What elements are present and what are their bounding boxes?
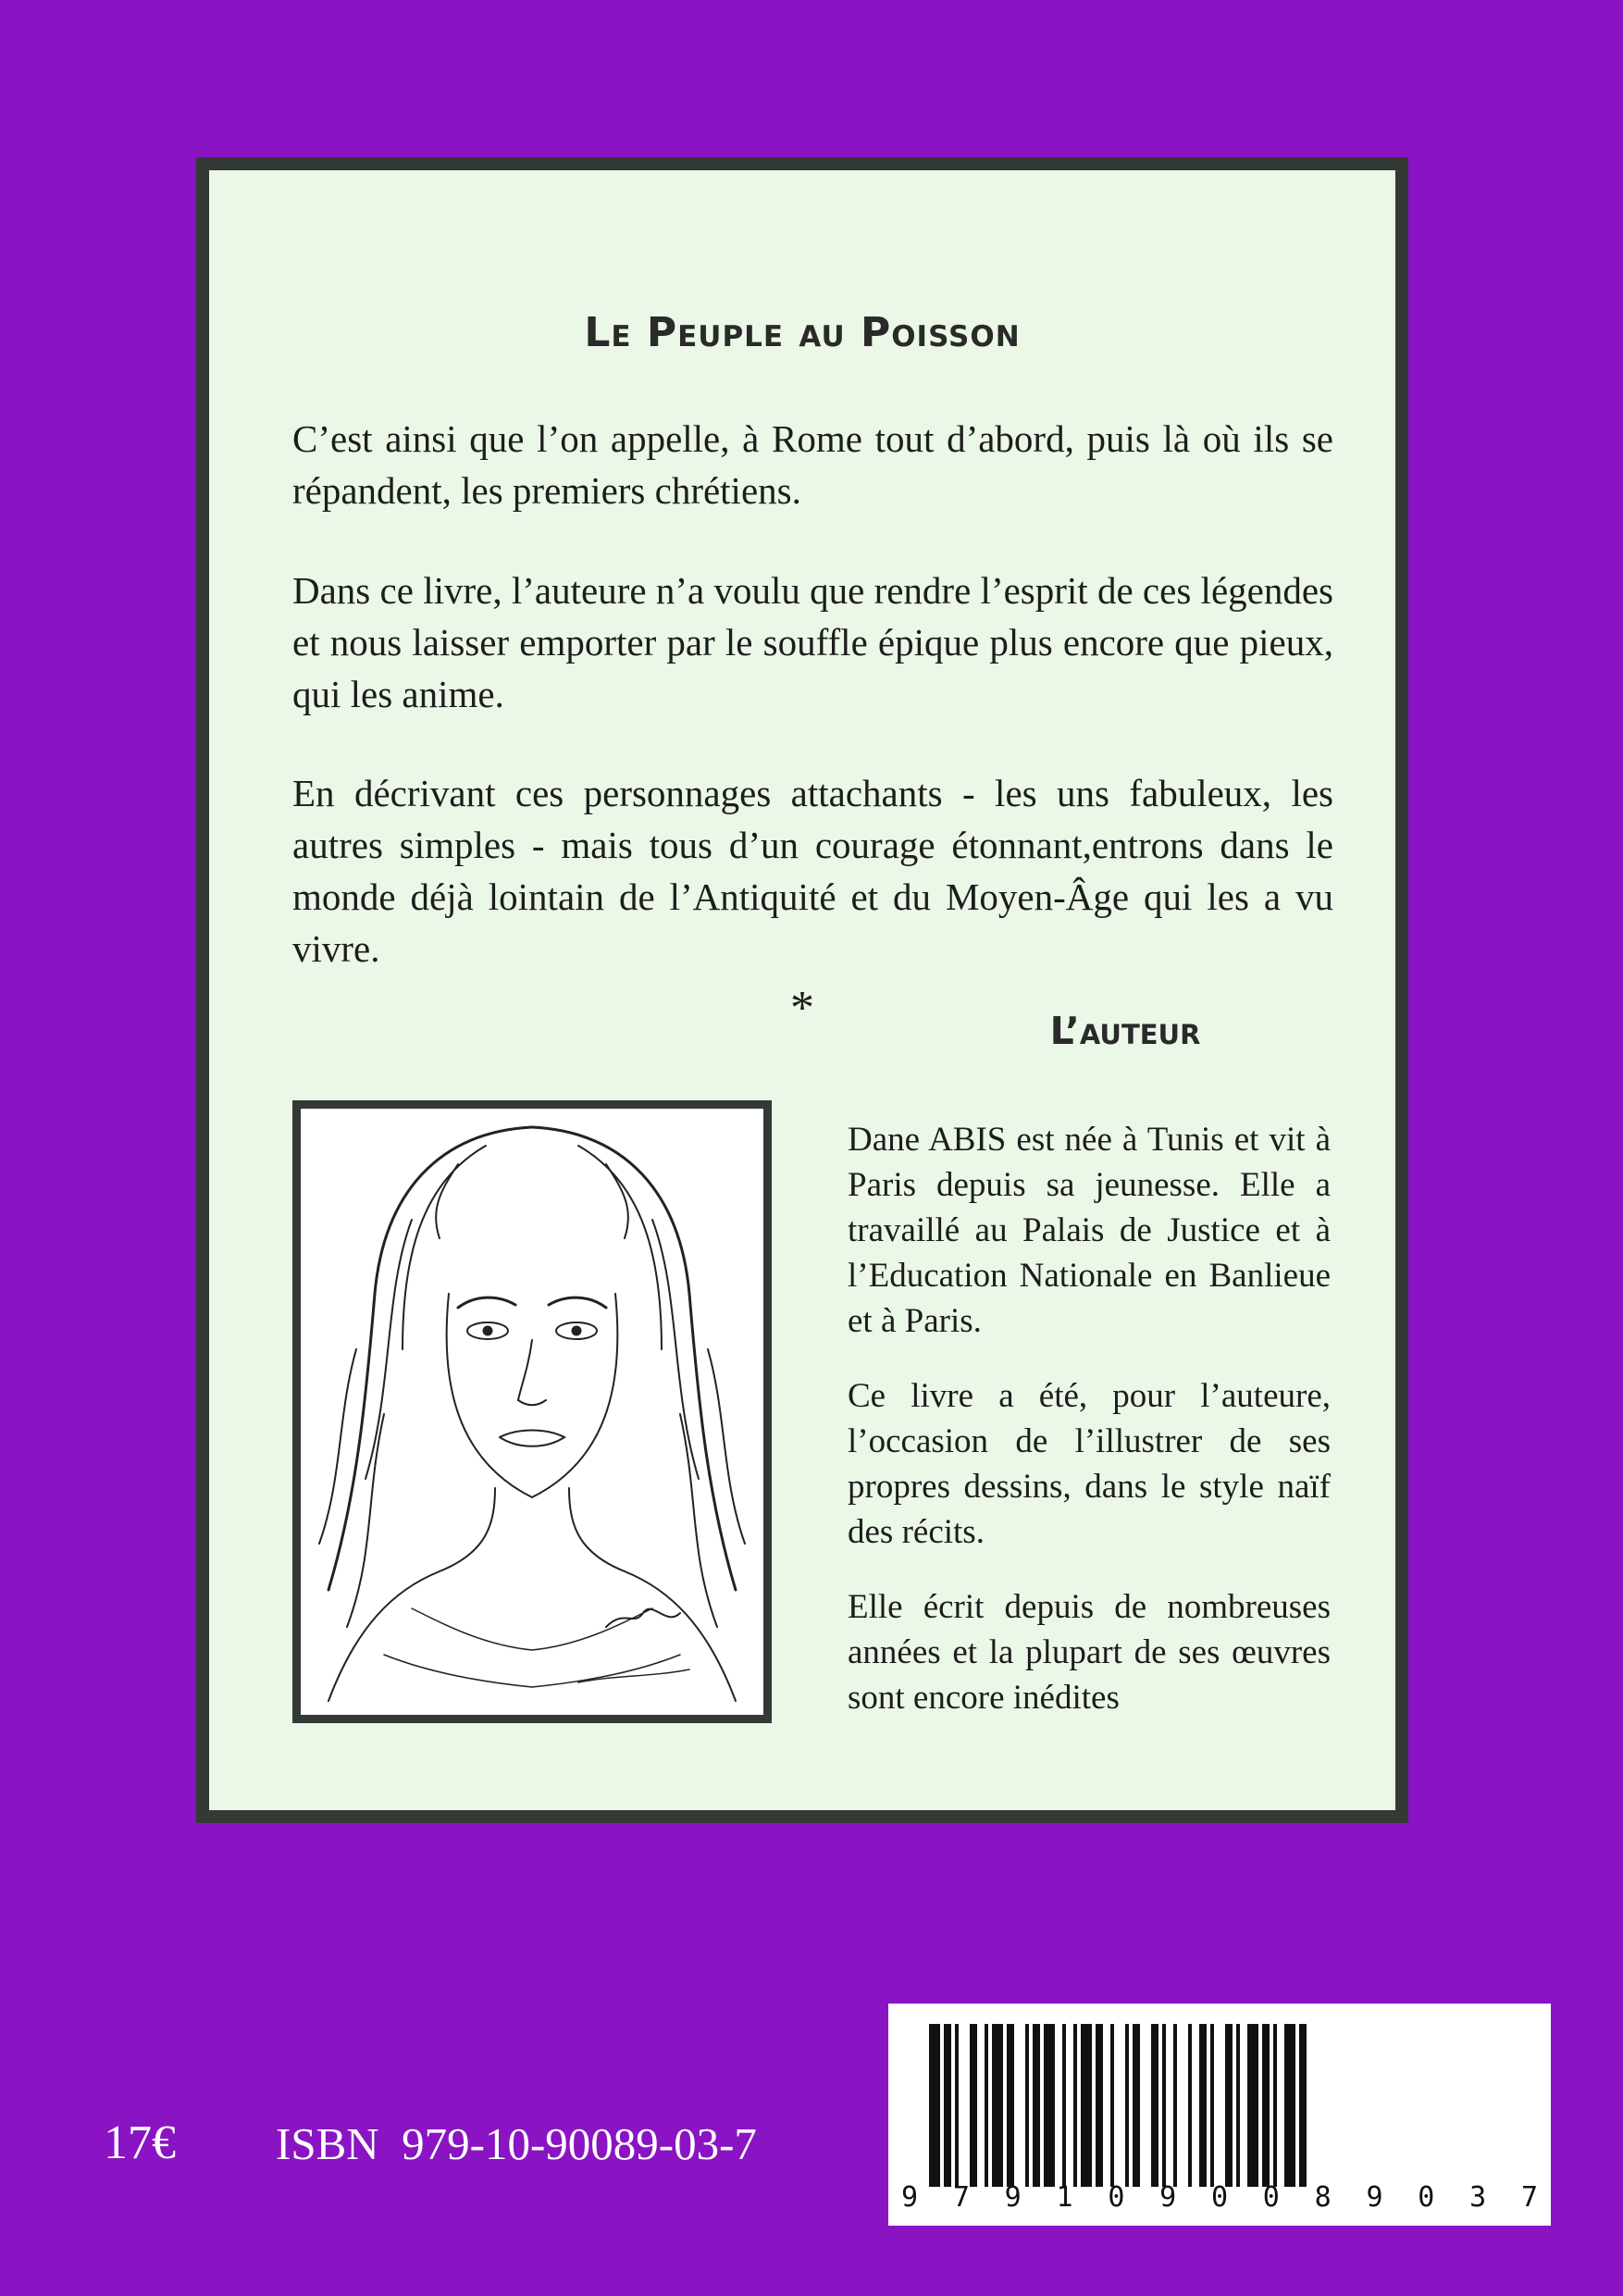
barcode-digit: 9: [901, 2181, 919, 2214]
barcode-bar: [1033, 2024, 1040, 2187]
barcode-digit: 7: [1520, 2181, 1538, 2214]
author-heading: L’auteur: [1049, 1009, 1201, 1053]
summary-paragraph-2: Dans ce livre, l’auteure n’a voulu que rendre l’esprit de ces légendes et nous laisser emporter par le souffle épique plus encore que pieux, qui les anime.: [292, 569, 1333, 715]
barcode-bar: [1025, 2024, 1029, 2187]
author-bio-3: Elle écrit depuis de nombreuses années et la plupart de ses œuvres sont encore inédites: [848, 1588, 1331, 1717]
barcode-digit: 0: [1210, 2181, 1229, 2214]
barcode-bar: [1062, 2024, 1066, 2187]
barcode-bar: [1044, 2024, 1055, 2187]
barcode-digit: 0: [1418, 2181, 1435, 2214]
barcode-bar: [1284, 2024, 1295, 2187]
barcode-bar: [1188, 2024, 1192, 2187]
barcode-digits: [901, 2181, 1538, 2218]
barcode-bar: [1236, 2024, 1240, 2187]
barcode-digit: 1: [1056, 2181, 1073, 2214]
summary-paragraph-1: C’est ainsi que l’on appelle, à Rome tout d’abord, puis là où ils se répandent, les premiers chrétiens.: [292, 417, 1333, 512]
barcode-bar: [1173, 2024, 1177, 2187]
barcode-bar: [1133, 2024, 1140, 2187]
barcode-bar: [944, 2024, 951, 2187]
barcode-bar: [1299, 2024, 1307, 2187]
barcode-digit: 7: [952, 2181, 970, 2214]
barcode-digit: 0: [1108, 2181, 1125, 2214]
book-title: Le Peuple au Poisson: [584, 309, 1021, 356]
barcode-digit: 9: [1159, 2181, 1177, 2214]
barcode-bar: [1096, 2024, 1103, 2187]
author-portrait-drawing-icon: [301, 1109, 763, 1715]
barcode-bar: [1073, 2024, 1077, 2187]
isbn-number: 979-10-90089-03-7: [402, 2118, 757, 2169]
barcode-bar: [1225, 2024, 1233, 2187]
barcode-bars: [888, 2004, 1551, 2189]
barcode-bar: [1081, 2024, 1092, 2187]
barcode-digit: 9: [1366, 2181, 1383, 2214]
isbn-line: [276, 2117, 757, 2170]
barcode-bar: [1273, 2024, 1277, 2187]
barcode-bar: [1210, 2024, 1214, 2187]
barcode-bar: [1007, 2024, 1014, 2187]
barcode-bar: [970, 2024, 977, 2187]
barcode-bar: [955, 2024, 959, 2187]
isbn-label: ISBN: [276, 2118, 379, 2169]
barcode-bar: [1110, 2024, 1114, 2187]
author-portrait: [292, 1100, 772, 1723]
barcode-digit: 9: [1004, 2181, 1022, 2214]
barcode-bar: [1199, 2024, 1207, 2187]
price: 17€: [104, 2116, 176, 2169]
barcode: [888, 2004, 1551, 2226]
back-cover-panel: [196, 157, 1408, 1823]
section-separator: *: [790, 982, 814, 1035]
barcode-bar: [1262, 2024, 1270, 2187]
barcode-digit: 3: [1469, 2181, 1487, 2214]
summary-paragraph-3: En décrivant ces personnages attachants - les uns fabuleux, les autres simples - mais tous d’un courage étonnant,entrons dans le monde déjà lointain de l’Antiquité et du Moyen-Âge qui les a vu vivre.: [292, 772, 1333, 970]
barcode-bar: [1151, 2024, 1158, 2187]
barcode-bar: [929, 2024, 940, 2187]
barcode-bar: [992, 2024, 1003, 2187]
barcode-bar: [1162, 2024, 1166, 2187]
author-bio-2: Ce livre a été, pour l’auteure, l’occasion de l’illustrer de ses propres dessins, dans le style naïf des récits.: [848, 1377, 1331, 1551]
barcode-bar: [1247, 2024, 1258, 2187]
author-bio-1: Dane ABIS est née à Tunis et vit à Paris depuis sa jeunesse. Elle a travaillé au Palais de Justice et à l’Education Nationale en Banlieue et à Paris.: [848, 1121, 1331, 1340]
barcode-digit: 8: [1314, 2181, 1332, 2214]
barcode-bar: [1125, 2024, 1129, 2187]
barcode-bar: [985, 2024, 988, 2187]
barcode-digit: 0: [1262, 2181, 1280, 2214]
